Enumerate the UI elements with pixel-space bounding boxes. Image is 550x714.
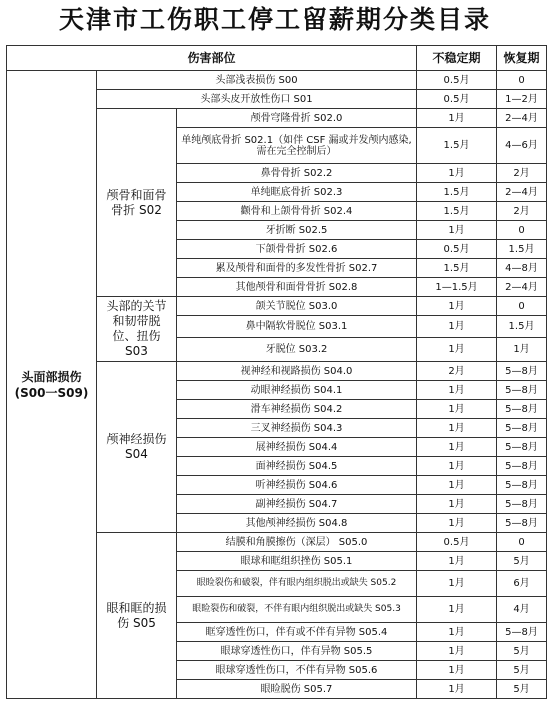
table-row bbox=[7, 71, 547, 90]
header-injury-site: 伤害部位 bbox=[7, 46, 417, 71]
group-s05-line1: 眼和眶的损 bbox=[106, 600, 167, 615]
row-label: 眶穿透性伤口，伴有或不伴有异物 S05.4 bbox=[177, 623, 417, 642]
row-recovery: 5—8月 bbox=[497, 623, 547, 642]
row-recovery: 0 bbox=[497, 533, 547, 552]
row-label: 听神经损伤 S04.6 bbox=[177, 476, 417, 495]
row-label: 眼睑脱伤 S05.7 bbox=[177, 680, 417, 699]
row-recovery: 1—2月 bbox=[497, 90, 547, 109]
row-label: 三叉神经损伤 S04.3 bbox=[177, 419, 417, 438]
row-recovery: 5—8月 bbox=[497, 457, 547, 476]
row-unstable: 1.5月 bbox=[417, 128, 497, 164]
group-s05-cell bbox=[97, 533, 177, 699]
row-recovery: 5—8月 bbox=[497, 419, 547, 438]
row-label: 展神经损伤 S04.4 bbox=[177, 438, 417, 457]
row-recovery: 2—4月 bbox=[497, 183, 547, 202]
row-label: 结膜和角膜擦伤（深层） S05.0 bbox=[177, 533, 417, 552]
row-label: 眼睑裂伤和破裂，伴有眼内组织脱出或缺失 S05.2 bbox=[177, 571, 417, 597]
row-label: 眼球和眶组织挫伤 S05.1 bbox=[177, 552, 417, 571]
row-label: 滑车神经损伤 S04.2 bbox=[177, 400, 417, 419]
group-s03-cell bbox=[97, 297, 177, 362]
group-s03-line2: 和韧带脱 bbox=[112, 314, 161, 328]
row-recovery: 5—8月 bbox=[497, 476, 547, 495]
row-unstable: 1月 bbox=[417, 109, 497, 128]
row-unstable: 1月 bbox=[417, 495, 497, 514]
row-unstable: 1月 bbox=[417, 338, 497, 362]
row-unstable: 1.5月 bbox=[417, 259, 497, 278]
group-s04-cell bbox=[97, 362, 177, 533]
group-s02-cell bbox=[97, 109, 177, 297]
group-s03-line3: 位、扭伤 bbox=[112, 329, 161, 343]
classification-table bbox=[6, 45, 547, 699]
row-label: 面神经损伤 S04.5 bbox=[177, 457, 417, 476]
row-label: 视神经和视路损伤 S04.0 bbox=[177, 362, 417, 381]
group-s04-line1: 颅神经损伤 bbox=[106, 432, 167, 446]
row-recovery: 4—6月 bbox=[497, 128, 547, 164]
row-unstable: 1月 bbox=[417, 438, 497, 457]
row-unstable: 1月 bbox=[417, 514, 497, 533]
row-unstable: 1月 bbox=[417, 476, 497, 495]
row-label: 下颌骨骨折 S02.6 bbox=[177, 240, 417, 259]
row-recovery: 4月 bbox=[497, 597, 547, 623]
row-recovery: 2月 bbox=[497, 202, 547, 221]
row-recovery: 2—4月 bbox=[497, 109, 547, 128]
row-recovery: 5月 bbox=[497, 642, 547, 661]
row-unstable: 1月 bbox=[417, 552, 497, 571]
row-label: 副神经损伤 S04.7 bbox=[177, 495, 417, 514]
row-label: 头部浅表损伤 S00 bbox=[97, 71, 417, 90]
row-label: 鼻骨骨折 S02.2 bbox=[177, 164, 417, 183]
row-unstable: 1月 bbox=[417, 457, 497, 476]
row-unstable: 1月 bbox=[417, 661, 497, 680]
top-category-code: (S00一S09) bbox=[14, 385, 89, 400]
row-recovery: 0 bbox=[497, 71, 547, 90]
row-label: 眼球穿透性伤口，伴有异物 S05.5 bbox=[177, 642, 417, 661]
row-recovery: 5—8月 bbox=[497, 362, 547, 381]
row-recovery: 6月 bbox=[497, 571, 547, 597]
group-s03-line4: S03 bbox=[125, 344, 148, 358]
document-title: 天津市工伤职工停工留薪期分类目录 bbox=[58, 5, 491, 34]
row-recovery: 1.5月 bbox=[497, 240, 547, 259]
row-recovery: 1月 bbox=[497, 338, 547, 362]
row-label: 其他颅神经损伤 S04.8 bbox=[177, 514, 417, 533]
row-unstable: 1月 bbox=[417, 680, 497, 699]
row-recovery: 5—8月 bbox=[497, 400, 547, 419]
row-unstable: 1月 bbox=[417, 597, 497, 623]
row-label: 颧骨和上颌骨骨折 S02.4 bbox=[177, 202, 417, 221]
row-label: 颌关节脱位 S03.0 bbox=[177, 297, 417, 316]
row-recovery: 0 bbox=[497, 221, 547, 240]
group-s02-line2: 骨折 S02 bbox=[111, 202, 162, 217]
row-unstable: 1月 bbox=[417, 623, 497, 642]
group-s02-line1: 颅骨和面骨 bbox=[106, 187, 167, 202]
top-category-name: 头面部损伤 bbox=[21, 369, 82, 384]
row-unstable: 1.5月 bbox=[417, 202, 497, 221]
row-recovery: 5月 bbox=[497, 661, 547, 680]
group-s05-line2: 伤 S05 bbox=[117, 615, 156, 630]
row-unstable: 0.5月 bbox=[417, 90, 497, 109]
header-recovery-period: 恢复期 bbox=[497, 46, 547, 71]
row-label: 眼球穿透性伤口，不伴有异物 S05.6 bbox=[177, 661, 417, 680]
row-label: 眼睑裂伤和破裂，不伴有眼内组织脱出或缺失 S05.3 bbox=[177, 597, 417, 623]
row-unstable: 0.5月 bbox=[417, 533, 497, 552]
row-recovery: 5—8月 bbox=[497, 438, 547, 457]
row-label: 其他颅骨和面骨骨折 S02.8 bbox=[177, 278, 417, 297]
group-s03-line1: 头部的关节 bbox=[106, 299, 167, 313]
row-unstable: 1月 bbox=[417, 381, 497, 400]
row-label: 单纯颅底骨折 S02.1（如伴 CSF 漏或并发颅内感染,需在完全控制后） bbox=[177, 128, 417, 164]
row-unstable: 1.5月 bbox=[417, 183, 497, 202]
row-label: 颅骨穹隆骨折 S02.0 bbox=[177, 109, 417, 128]
row-recovery: 4—8月 bbox=[497, 259, 547, 278]
row-recovery: 0 bbox=[497, 297, 547, 316]
row-recovery: 5月 bbox=[497, 552, 547, 571]
row-recovery: 2月 bbox=[497, 164, 547, 183]
row-unstable: 1月 bbox=[417, 316, 497, 338]
row-label: 牙脱位 S03.2 bbox=[177, 338, 417, 362]
row-label: 单纯眶底骨折 S02.3 bbox=[177, 183, 417, 202]
row-unstable: 1月 bbox=[417, 164, 497, 183]
row-recovery: 1.5月 bbox=[497, 316, 547, 338]
row-label: 鼻中隔软骨脱位 S03.1 bbox=[177, 316, 417, 338]
row-label: 累及颅骨和面骨的多发性骨折 S02.7 bbox=[177, 259, 417, 278]
row-recovery: 5—8月 bbox=[497, 514, 547, 533]
row-label: 动眼神经损伤 S04.1 bbox=[177, 381, 417, 400]
row-unstable: 0.5月 bbox=[417, 71, 497, 90]
top-category-cell bbox=[7, 71, 97, 699]
row-unstable: 1月 bbox=[417, 221, 497, 240]
row-unstable: 1月 bbox=[417, 297, 497, 316]
row-label: 头部头皮开放性伤口 S01 bbox=[97, 90, 417, 109]
row-unstable: 2月 bbox=[417, 362, 497, 381]
row-recovery: 5月 bbox=[497, 680, 547, 699]
row-recovery: 5—8月 bbox=[497, 381, 547, 400]
row-label: 牙折断 S02.5 bbox=[177, 221, 417, 240]
row-unstable: 0.5月 bbox=[417, 240, 497, 259]
table-header-row bbox=[7, 46, 547, 71]
group-s04-line2: S04 bbox=[125, 447, 148, 461]
row-recovery: 5—8月 bbox=[497, 495, 547, 514]
row-recovery: 2—4月 bbox=[497, 278, 547, 297]
row-unstable: 1—1.5月 bbox=[417, 278, 497, 297]
row-unstable: 1月 bbox=[417, 419, 497, 438]
row-unstable: 1月 bbox=[417, 642, 497, 661]
row-unstable: 1月 bbox=[417, 400, 497, 419]
header-unstable-period: 不稳定期 bbox=[417, 46, 497, 71]
row-unstable: 1月 bbox=[417, 571, 497, 597]
